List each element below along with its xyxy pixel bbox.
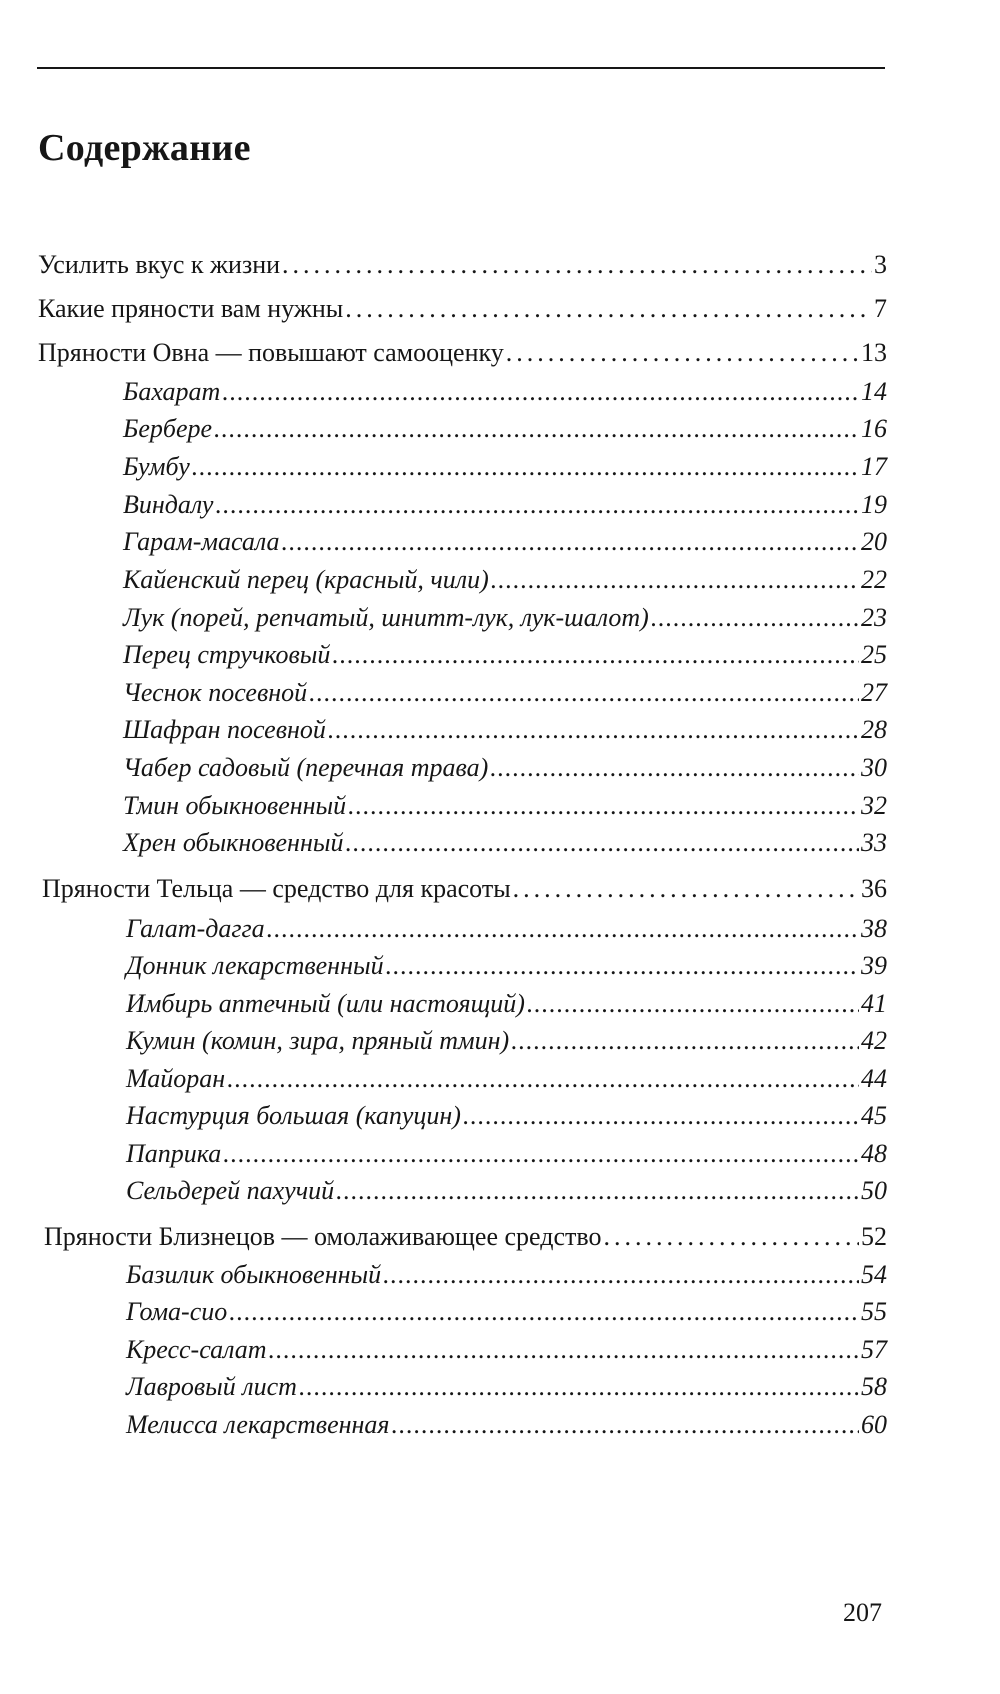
toc-chapter-entry xyxy=(38,336,887,370)
toc-chapter-entry xyxy=(38,292,887,326)
dot-leader xyxy=(332,638,859,672)
dot-leader xyxy=(345,826,859,860)
toc-entry-label: Кресс-салат xyxy=(126,1335,267,1364)
page-title: Содержание xyxy=(38,127,251,169)
toc-entry-page: 42 xyxy=(861,1026,887,1055)
toc-entry-page: 16 xyxy=(861,414,887,443)
toc-entry-label: Лавровый лист xyxy=(126,1372,297,1401)
toc-entry-label: Шафран посевной xyxy=(123,715,326,744)
toc-section-entry xyxy=(126,1333,887,1367)
toc-entry-page: 57 xyxy=(861,1335,887,1364)
toc-entry-page: 14 xyxy=(861,377,887,406)
dot-leader xyxy=(192,450,859,484)
toc-entry-page: 19 xyxy=(861,490,887,519)
toc-section-entry xyxy=(126,912,887,946)
dot-leader xyxy=(215,488,859,522)
dot-leader xyxy=(269,1333,860,1367)
page-number: 207 xyxy=(843,1598,882,1627)
toc-entry-page: 28 xyxy=(861,715,887,744)
toc-entry-page: 45 xyxy=(861,1101,887,1130)
toc-entry-page: 20 xyxy=(861,527,887,556)
dot-leader xyxy=(392,1408,860,1442)
toc-entry-page: 17 xyxy=(861,452,887,481)
toc-section-entry xyxy=(123,375,887,409)
dot-leader xyxy=(223,1137,859,1171)
toc-entry-page: 27 xyxy=(861,678,887,707)
dot-leader xyxy=(282,525,859,559)
toc-entry-label: Гарам-масала xyxy=(123,527,280,556)
dot-leader xyxy=(299,1370,859,1404)
dot-leader xyxy=(513,872,859,906)
toc-entry-page: 23 xyxy=(861,603,887,632)
dot-leader xyxy=(282,248,872,282)
toc-entry-page: 13 xyxy=(861,338,887,367)
toc-section-entry xyxy=(123,751,887,785)
toc-entry-label: Имбирь аптечный (или настоящий) xyxy=(126,989,525,1018)
toc-section-entry xyxy=(126,1024,887,1058)
dot-leader xyxy=(463,1099,859,1133)
toc-entry-label: Тмин обыкновенный xyxy=(123,791,347,820)
dot-leader xyxy=(527,987,859,1021)
toc-entry-page: 50 xyxy=(861,1176,887,1205)
dot-leader xyxy=(227,1062,859,1096)
toc-entry-label: Бумбу xyxy=(123,452,190,481)
toc-entry-label: Перец стручковый xyxy=(123,640,331,669)
toc-entry-page: 32 xyxy=(861,791,887,820)
toc-section-entry xyxy=(126,1099,887,1133)
toc-section-entry xyxy=(123,826,887,860)
toc-entry-label: Чабер садовый (перечная трава) xyxy=(123,753,489,782)
toc-section-entry xyxy=(126,987,887,1021)
toc-entry-label: Гома-сио xyxy=(126,1297,228,1326)
toc-entry-label: Донник лекарственный xyxy=(126,951,384,980)
toc-entry-label: Галат-дагга xyxy=(126,914,265,943)
toc-entry-page: 39 xyxy=(861,951,887,980)
dot-leader xyxy=(511,1024,859,1058)
dot-leader xyxy=(383,1258,859,1292)
toc-section-entry xyxy=(126,1062,887,1096)
toc-entry-label: Сельдерей пахучий xyxy=(126,1176,335,1205)
toc-section-entry xyxy=(123,601,887,635)
toc-entry-page: 33 xyxy=(861,828,887,857)
toc-section-entry xyxy=(123,488,887,522)
toc-section-entry xyxy=(126,1174,887,1208)
toc-entry-label: Настурция большая (капуцин) xyxy=(126,1101,461,1130)
dot-leader xyxy=(345,292,872,326)
dot-leader xyxy=(490,751,859,785)
toc-section-entry xyxy=(123,450,887,484)
toc-entry-label: Кайенский перец (красный, чили) xyxy=(123,565,489,594)
dot-leader xyxy=(229,1295,859,1329)
dot-leader xyxy=(309,676,859,710)
toc-entry-label: Бербере xyxy=(123,414,213,443)
toc-entry-page: 48 xyxy=(861,1139,887,1168)
toc-entry-label: Какие пряности вам нужны xyxy=(38,294,344,323)
toc-entry-page: 54 xyxy=(861,1260,887,1289)
toc-entry-label: Хрен обыкновенный xyxy=(123,828,344,857)
toc-entry-label: Усилить вкус к жизни xyxy=(38,250,281,279)
toc-entry-page: 41 xyxy=(861,989,887,1018)
toc-entry-page: 25 xyxy=(861,640,887,669)
toc-section-entry xyxy=(126,1370,887,1404)
header-rule xyxy=(37,67,885,69)
dot-leader xyxy=(328,713,859,747)
dot-leader xyxy=(651,601,859,635)
toc-chapter-entry xyxy=(44,1220,887,1254)
dot-leader xyxy=(506,336,859,370)
toc-entry-page: 52 xyxy=(861,1222,887,1251)
toc-entry-page: 60 xyxy=(861,1410,887,1439)
toc-entry-label: Кумин (комин, зира, пряный тмин) xyxy=(126,1026,510,1055)
dot-leader xyxy=(267,912,859,946)
toc-entry-page: 36 xyxy=(861,874,887,903)
toc-entry-page: 38 xyxy=(861,914,887,943)
dot-leader xyxy=(348,789,859,823)
toc-entry-label: Мелисса лекарственная xyxy=(126,1410,390,1439)
toc-entry-label: Бахарат xyxy=(123,377,221,406)
toc-entry-label: Базилик обыкновенный xyxy=(126,1260,382,1289)
toc-section-entry xyxy=(123,638,887,672)
toc-section-entry xyxy=(123,713,887,747)
toc-entry-page: 7 xyxy=(874,294,887,323)
toc-chapter-entry xyxy=(38,248,887,282)
dot-leader xyxy=(214,412,859,446)
toc-section-entry xyxy=(126,1258,887,1292)
toc-section-entry xyxy=(123,789,887,823)
toc-entry-page: 55 xyxy=(861,1297,887,1326)
toc-entry-page: 22 xyxy=(861,565,887,594)
toc-section-entry xyxy=(126,949,887,983)
toc-entry-label: Майоран xyxy=(126,1064,226,1093)
toc-entry-page: 30 xyxy=(861,753,887,782)
toc-section-entry xyxy=(123,412,887,446)
toc-entry-page: 58 xyxy=(861,1372,887,1401)
toc-section-entry xyxy=(123,563,887,597)
toc-section-entry xyxy=(123,525,887,559)
toc-entry-label: Пряности Овна — повышают самооценку xyxy=(38,338,504,367)
toc-section-entry xyxy=(126,1295,887,1329)
toc-entry-label: Паприка xyxy=(126,1139,222,1168)
dot-leader xyxy=(491,563,859,597)
toc-chapter-entry xyxy=(42,872,887,906)
toc-entry-label: Лук (порей, репчатый, шнитт-лук, лук-шалот) xyxy=(123,603,649,632)
toc-entry-label: Чеснок посевной xyxy=(123,678,308,707)
toc-entry-label: Виндалу xyxy=(123,490,214,519)
toc-section-entry xyxy=(126,1137,887,1171)
toc-entry-page: 44 xyxy=(861,1064,887,1093)
dot-leader xyxy=(336,1174,859,1208)
dot-leader xyxy=(222,375,859,409)
toc-entry-page: 3 xyxy=(874,250,887,279)
toc-entry-label: Пряности Близнецов — омолаживающее средство xyxy=(44,1222,602,1251)
toc-section-entry xyxy=(123,676,887,710)
dot-leader xyxy=(603,1220,859,1254)
dot-leader xyxy=(386,949,859,983)
toc-section-entry xyxy=(126,1408,887,1442)
toc-entry-label: Пряности Тельца — средство для красоты xyxy=(42,874,511,903)
